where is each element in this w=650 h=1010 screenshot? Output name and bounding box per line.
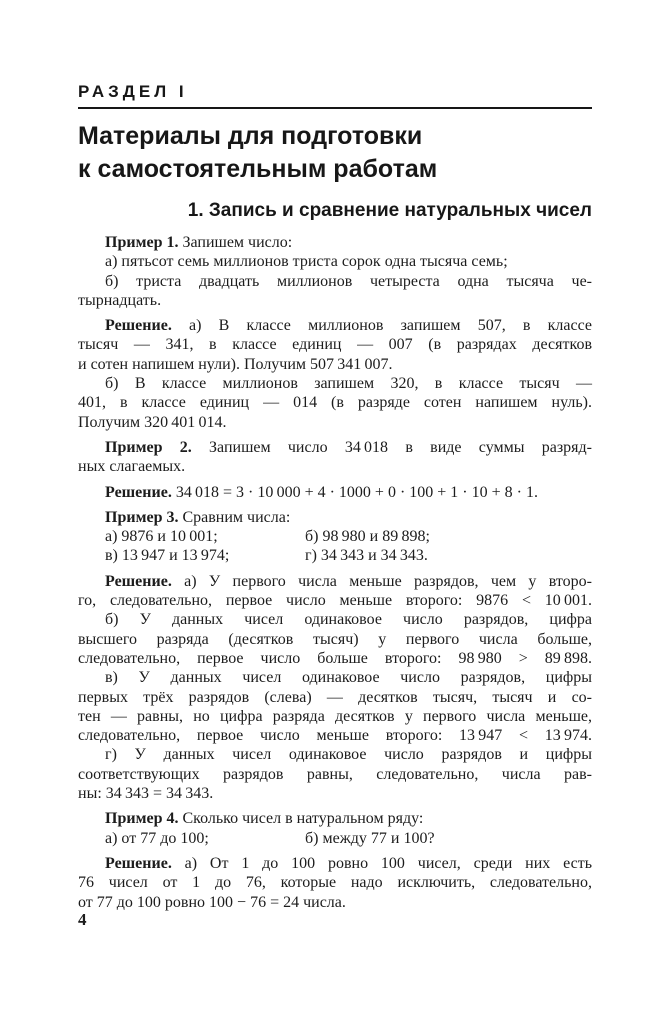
text-line: Решение. а) От 1 до 100 ровно 100 чисел, среди них есть <box>105 854 593 872</box>
option-item: а) 9876 и 10 001; <box>105 528 218 546</box>
text-line: тысяч — 341, в классе единиц — 007 (в разрядах десятков <box>78 336 592 354</box>
text-line: следовательно, первое число больше второго: 98 980 > 89 898. <box>78 649 592 667</box>
paragraph-block <box>78 572 592 804</box>
option-item: в) 13 947 и 13 974; <box>105 547 230 565</box>
bold-lead: Пример 3. <box>105 508 179 526</box>
bold-lead: Пример 2. <box>105 438 192 456</box>
paragraph-block <box>78 233 592 310</box>
text-line: и сотен напишем нули). Получим 507 341 007. <box>78 355 393 373</box>
text-line: Решение. 34 018 = 3 · 10 000 + 4 · 1000 + 0 · 100 + 1 · 10 + 8 · 1. <box>105 483 538 501</box>
page-number: 4 <box>78 910 87 929</box>
option-row <box>78 546 592 565</box>
text-line: ных слагаемых. <box>78 458 186 476</box>
text-line: тен — равны, но цифра разряда десятков у первого числа меньше, <box>78 707 592 725</box>
bold-lead: Решение. <box>105 854 172 872</box>
bold-lead: Решение. <box>105 572 172 590</box>
chapter-title-line2: к самостоятельным работам <box>78 155 438 183</box>
text-line: Пример 3. Сравним числа: <box>105 508 291 526</box>
bold-lead: Решение. <box>105 317 172 335</box>
option-row <box>78 527 592 546</box>
chapter-title <box>78 120 592 186</box>
paragraph-block <box>78 438 592 477</box>
section-heading: 1. Запись и сравнение натуральных чисел <box>187 200 592 221</box>
option-item: а) от 77 до 100; <box>105 829 209 847</box>
option-row <box>78 829 592 848</box>
paragraph-block <box>78 854 592 912</box>
option-item: б) между 77 и 100? <box>305 829 435 847</box>
chapter-title-line1: Материалы для подготовки <box>78 122 423 150</box>
text-line: Пример 4. Сколько чисел в натуральном ряду: <box>105 810 424 828</box>
text-line: 401, в классе единиц — 014 (в разряде сотен напишем нуль). <box>78 394 592 412</box>
bold-lead: Решение. <box>105 483 172 501</box>
text-line: б) В классе миллионов запишем 320, в классе тысяч — <box>105 375 592 393</box>
text-line: Пример 2. Запишем число 34 018 в виде суммы разряд- <box>105 438 593 456</box>
text-line: тырнадцать. <box>78 291 162 309</box>
bold-lead: Пример 1. <box>105 234 179 251</box>
page-body <box>78 83 592 912</box>
bold-lead: Пример 4. <box>105 810 179 828</box>
text-line: Решение. а) У первого числа меньше разрядов, чем у второ- <box>105 572 593 590</box>
paragraph-block <box>78 508 592 566</box>
option-item: г) 34 343 и 34 343. <box>305 547 428 565</box>
text-line: Получим 320 401 014. <box>78 413 227 431</box>
paragraph-block <box>78 809 592 848</box>
text-line: 76 чисел от 1 до 76, которые надо исключить, следовательно, <box>78 874 592 892</box>
text-line: б) триста двадцать миллионов четыреста одна тысяча че- <box>105 272 592 290</box>
page-content <box>78 233 592 912</box>
text-line: от 77 до 100 ровно 100 − 76 = 24 числа. <box>78 893 346 911</box>
paragraph-block <box>78 483 592 502</box>
text-line: ны: 34 343 = 34 343. <box>78 785 214 803</box>
text-line: г) У данных чисел одинаковое число разрядов и цифры <box>105 746 592 764</box>
header-rule <box>78 107 592 109</box>
text-line: первых трёх разрядов (слева) — десятков тысяч, тысяч и со- <box>78 688 592 706</box>
text-line: в) У данных чисел одинаковое число разрядов, цифры <box>105 669 592 687</box>
paragraph-block <box>78 316 592 432</box>
section-label: РАЗДЕЛ I <box>78 82 188 101</box>
text-line: высшего разряда (десятков тысяч) у первого числа больше, <box>78 630 592 648</box>
text-line: Решение. а) В классе миллионов запишем 507, в классе <box>105 317 593 335</box>
text-line: а) пятьсот семь миллионов триста сорок одна тысяча семь; <box>105 253 508 271</box>
option-item: б) 98 980 и 89 898; <box>305 528 430 546</box>
text-line: соответствующих разрядов равны, следовательно, числа рав- <box>78 765 592 783</box>
text-line: Пример 1. Запишем число: <box>105 234 293 251</box>
text-line: следовательно, первое число меньше второго: 13 947 < 13 974. <box>78 727 592 745</box>
text-line: б) У данных чисел одинаковое число разрядов, цифра <box>105 611 592 629</box>
text-line: го, следовательно, первое число меньше второго: 9876 < 10 001. <box>78 592 592 610</box>
